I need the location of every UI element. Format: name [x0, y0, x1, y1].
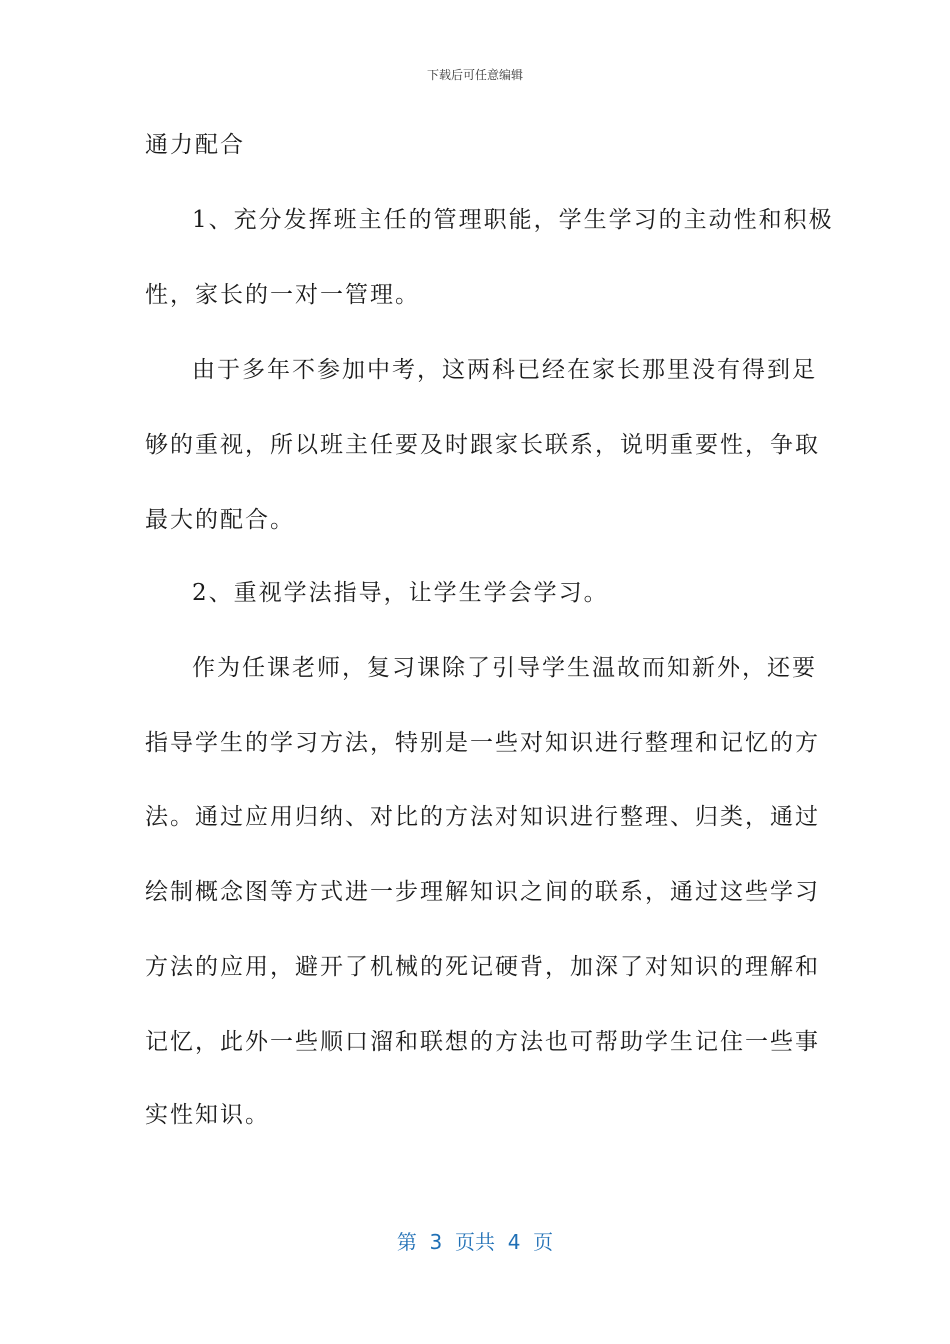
text-line: 实性知识。 [145, 1102, 270, 1128]
text-line: 性，家长的一对一管理。 [145, 282, 420, 308]
text-line: 记忆，此外一些顺口溜和联想的方法也可帮助学生记住一些事 [145, 1029, 820, 1055]
text-line: 通力配合 [145, 132, 245, 158]
text-line: 由于多年不参加中考，这两科已经在家长那里没有得到足 [192, 357, 817, 383]
text-line: 够的重视，所以班主任要及时跟家长联系，说明重要性，争取 [145, 432, 820, 458]
page-header: 下载后可任意编辑 [426, 68, 523, 82]
page-number-footer: 第 3 页共 4 页 [396, 1230, 554, 1254]
text-line: 法。通过应用归纳、对比的方法对知识进行整理、归类，通过 [145, 804, 820, 830]
text-line: 绘制概念图等方式进一步理解知识之间的联系，通过这些学习 [145, 879, 820, 905]
text-line: 2、重视学法指导，让学生学会学习。 [192, 580, 609, 606]
text-line: 作为任课老师，复习课除了引导学生温故而知新外，还要 [192, 655, 817, 681]
text-line: 最大的配合。 [145, 507, 295, 533]
text-line: 方法的应用，避开了机械的死记硬背，加深了对知识的理解和 [145, 954, 820, 980]
text-line: 1、充分发挥班主任的管理职能，学生学习的主动性和积极 [192, 207, 834, 233]
text-line: 指导学生的学习方法，特别是一些对知识进行整理和记忆的方 [145, 730, 820, 756]
